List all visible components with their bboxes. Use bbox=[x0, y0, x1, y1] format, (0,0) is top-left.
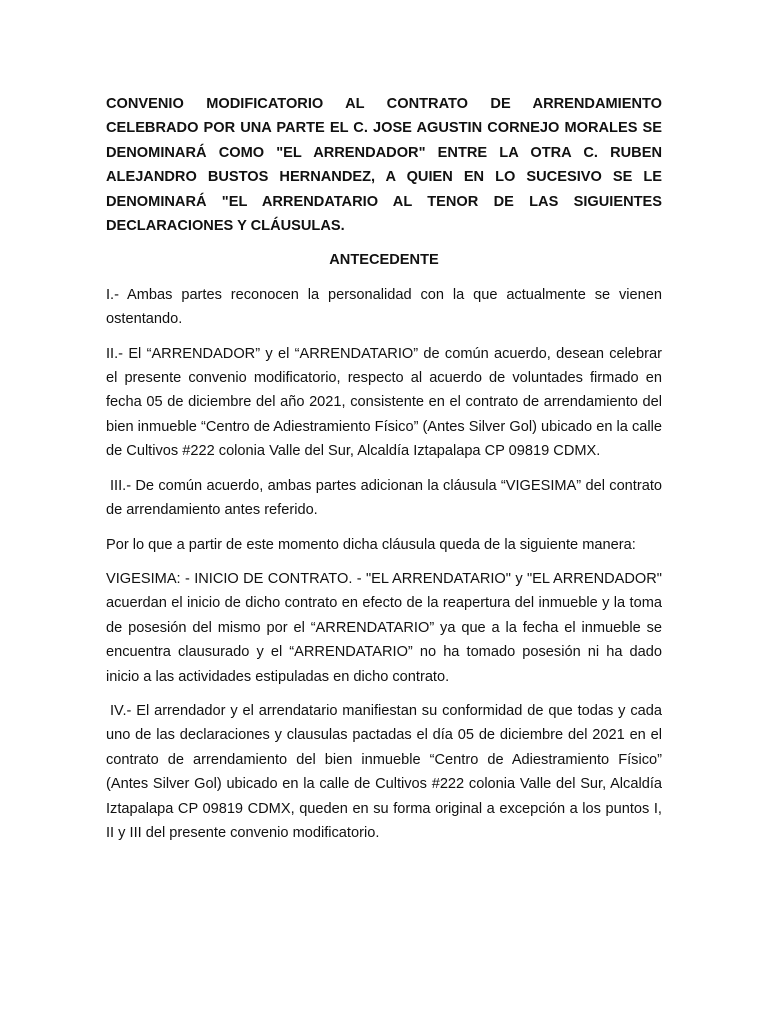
paragraph-clause-intro: Por lo que a partir de este momento dicha cláusula queda de la siguiente manera: bbox=[106, 536, 636, 553]
paragraph-iv: IV.- El arrendador y el arrendatario manifiestan su conformidad de que todas y cada uno de las declaraciones y clausulas pactadas el día 05 de diciembre del 2021 en el contrato de arrendamiento del bien inmueble “Centro de Adiestramiento Físico” (Antes Silver Gol) ubicado en la calle de Cultivos #222 colonia Valle del Sur, Alcaldía Iztapalapa CP 09819 CDMX, queden en su forma original a excepción a los puntos I, II y III del presente convenio modificatorio. bbox=[106, 702, 662, 841]
paragraph-vigesima: VIGESIMA: - INICIO DE CONTRATO. - "EL ARRENDATARIO" y "EL ARRENDADOR" acuerdan el inicio de dicho contrato en efecto de la reapertura del inmueble y la toma de posesión del mismo por el “ARRENDATARIO” ya que a la fecha el inmueble se encuentra clausurado y el “ARRENDATARIO” no ha tomado posesión ni ha dado inicio a las actividades estipuladas en dicho contrato. bbox=[106, 570, 662, 685]
section-heading-antecedente: ANTECEDENTE bbox=[329, 252, 439, 269]
paragraph-ii: II.- El “ARRENDADOR” y el “ARRENDATARIO” de común acuerdo, desean celebrar el presente convenio modificatorio, respecto al acuerdo de voluntades firmado en fecha 05 de diciembre del año 2021, consistente en el contrato de arrendamiento del bien inmueble “Centro de Adiestramiento Físico” (Antes Silver Gol) ubicado en la calle de Cultivos #222 colonia Valle del Sur, Alcaldía Iztapalapa CP 09819 CDMX. bbox=[106, 345, 662, 460]
document-title: CONVENIO MODIFICATORIO AL CONTRATO DE ARRENDAMIENTO CELEBRADO POR UNA PARTE EL C. JOSE AGUSTIN CORNEJO MORALES SE DENOMINARÁ COMO "EL ARRENDADOR" ENTRE LA OTRA C. RUBEN ALEJANDRO BUSTOS HERNANDEZ, A QUIEN EN LO SUCESIVO SE LE DENOMINARÁ "EL ARRENDATARIO AL TENOR DE LAS SIGUIENTES DECLARACIONES Y CLÁUSULAS. bbox=[106, 96, 662, 235]
document-page bbox=[106, 92, 662, 855]
paragraph-iii: III.- De común acuerdo, ambas partes adicionan la cláusula “VIGESIMA” del contrato de arrendamiento antes referido. bbox=[106, 477, 662, 519]
paragraph-i: I.- Ambas partes reconocen la personalidad con la que actualmente se vienen ostentando. bbox=[106, 286, 662, 328]
